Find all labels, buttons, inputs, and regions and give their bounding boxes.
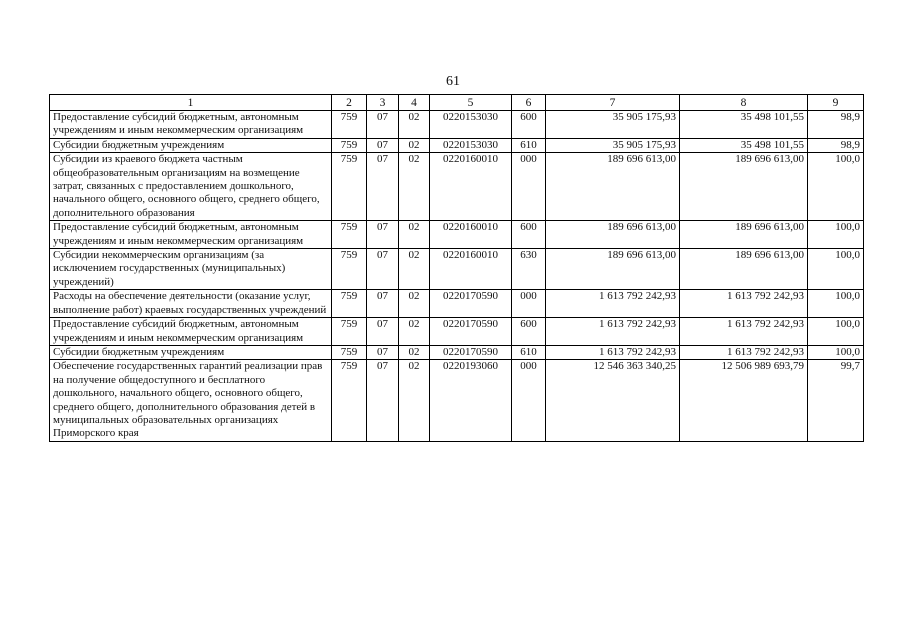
cell-code-6: 630 <box>512 249 546 290</box>
col-header-4: 4 <box>399 95 430 111</box>
cell-code-2: 759 <box>332 318 367 346</box>
cell-code-2: 759 <box>332 111 367 139</box>
row-name: Предоставление субсидий бюджетным, автономным учреждениям и иным некоммерческим организациям <box>50 111 332 139</box>
cell-amount-7: 189 696 613,00 <box>546 153 680 221</box>
cell-amount-8: 35 498 101,55 <box>680 111 808 139</box>
cell-amount-7: 189 696 613,00 <box>546 249 680 290</box>
row-name: Субсидии бюджетным учреждениям <box>50 345 332 359</box>
cell-amount-8: 189 696 613,00 <box>680 153 808 221</box>
budget-table <box>49 94 864 442</box>
col-header-1: 1 <box>50 95 332 111</box>
cell-amount-8: 1 613 792 242,93 <box>680 290 808 318</box>
cell-code-6: 600 <box>512 221 546 249</box>
cell-code-3: 07 <box>367 290 399 318</box>
cell-code-6: 600 <box>512 318 546 346</box>
cell-percent-9: 98,9 <box>808 111 864 139</box>
cell-code-2: 759 <box>332 138 367 152</box>
table-row <box>50 221 864 249</box>
cell-amount-8: 1 613 792 242,93 <box>680 318 808 346</box>
col-header-2: 2 <box>332 95 367 111</box>
cell-code-3: 07 <box>367 249 399 290</box>
cell-code-4: 02 <box>399 318 430 346</box>
row-name: Субсидии из краевого бюджета частным общеобразовательным организациям на возмещение затрат, связанных с предоставлением дошкольного, начального общего, основного общего, среднего общего, дополнительного образования <box>50 153 332 221</box>
cell-code-5: 0220160010 <box>430 153 512 221</box>
cell-code-3: 07 <box>367 221 399 249</box>
cell-amount-8: 1 613 792 242,93 <box>680 345 808 359</box>
cell-code-5: 0220153030 <box>430 111 512 139</box>
cell-amount-7: 1 613 792 242,93 <box>546 290 680 318</box>
row-name: Расходы на обеспечение деятельности (оказание услуг, выполнение работ) краевых государственных учреждений <box>50 290 332 318</box>
cell-percent-9: 100,0 <box>808 249 864 290</box>
cell-percent-9: 100,0 <box>808 221 864 249</box>
table-row <box>50 138 864 152</box>
col-header-9: 9 <box>808 95 864 111</box>
cell-code-5: 0220160010 <box>430 221 512 249</box>
cell-code-6: 000 <box>512 153 546 221</box>
col-header-3: 3 <box>367 95 399 111</box>
table-row <box>50 153 864 221</box>
cell-amount-7: 35 905 175,93 <box>546 138 680 152</box>
col-header-6: 6 <box>512 95 546 111</box>
col-header-5: 5 <box>430 95 512 111</box>
cell-code-5: 0220153030 <box>430 138 512 152</box>
cell-code-4: 02 <box>399 249 430 290</box>
row-name: Обеспечение государственных гарантий реализации прав на получение общедоступного и бесплатного дошкольного, начального общего, основного общего, среднего общего, дополнительного образования детей в муниципальных образовательных организациях Приморского края <box>50 360 332 441</box>
cell-code-2: 759 <box>332 221 367 249</box>
cell-code-4: 02 <box>399 153 430 221</box>
cell-code-5: 0220170590 <box>430 318 512 346</box>
cell-code-2: 759 <box>332 360 367 441</box>
cell-code-6: 600 <box>512 111 546 139</box>
cell-code-5: 0220193060 <box>430 360 512 441</box>
row-name: Субсидии некоммерческим организациям (за исключением государственных (муниципальных) учреждений) <box>50 249 332 290</box>
table-row <box>50 318 864 346</box>
cell-percent-9: 100,0 <box>808 290 864 318</box>
cell-code-2: 759 <box>332 290 367 318</box>
cell-code-2: 759 <box>332 345 367 359</box>
cell-amount-7: 35 905 175,93 <box>546 111 680 139</box>
cell-code-6: 610 <box>512 345 546 359</box>
cell-code-3: 07 <box>367 360 399 441</box>
cell-code-6: 610 <box>512 138 546 152</box>
row-name: Предоставление субсидий бюджетным, автономным учреждениям и иным некоммерческим организациям <box>50 318 332 346</box>
cell-amount-7: 189 696 613,00 <box>546 221 680 249</box>
cell-percent-9: 99,7 <box>808 360 864 441</box>
cell-code-4: 02 <box>399 221 430 249</box>
cell-code-4: 02 <box>399 111 430 139</box>
cell-code-2: 759 <box>332 153 367 221</box>
cell-amount-7: 1 613 792 242,93 <box>546 345 680 359</box>
cell-amount-7: 12 546 363 340,25 <box>546 360 680 441</box>
page-number: 61 <box>446 74 460 89</box>
cell-percent-9: 100,0 <box>808 345 864 359</box>
col-header-8: 8 <box>680 95 808 111</box>
cell-amount-8: 35 498 101,55 <box>680 138 808 152</box>
header-row <box>50 95 864 111</box>
cell-amount-8: 12 506 989 693,79 <box>680 360 808 441</box>
cell-code-6: 000 <box>512 360 546 441</box>
cell-code-3: 07 <box>367 318 399 346</box>
cell-code-3: 07 <box>367 111 399 139</box>
cell-code-4: 02 <box>399 345 430 359</box>
cell-amount-7: 1 613 792 242,93 <box>546 318 680 346</box>
cell-code-4: 02 <box>399 360 430 441</box>
cell-code-6: 000 <box>512 290 546 318</box>
cell-percent-9: 100,0 <box>808 318 864 346</box>
cell-code-5: 0220170590 <box>430 290 512 318</box>
cell-code-5: 0220160010 <box>430 249 512 290</box>
cell-code-4: 02 <box>399 138 430 152</box>
cell-code-3: 07 <box>367 153 399 221</box>
row-name: Субсидии бюджетным учреждениям <box>50 138 332 152</box>
cell-amount-8: 189 696 613,00 <box>680 249 808 290</box>
table-row <box>50 290 864 318</box>
row-name: Предоставление субсидий бюджетным, автономным учреждениям и иным некоммерческим организациям <box>50 221 332 249</box>
cell-code-3: 07 <box>367 138 399 152</box>
cell-percent-9: 98,9 <box>808 138 864 152</box>
cell-code-5: 0220170590 <box>430 345 512 359</box>
cell-code-3: 07 <box>367 345 399 359</box>
cell-code-4: 02 <box>399 290 430 318</box>
table-row <box>50 249 864 290</box>
cell-amount-8: 189 696 613,00 <box>680 221 808 249</box>
table-row <box>50 345 864 359</box>
table-row <box>50 360 864 441</box>
col-header-7: 7 <box>546 95 680 111</box>
cell-code-2: 759 <box>332 249 367 290</box>
cell-percent-9: 100,0 <box>808 153 864 221</box>
table-row <box>50 111 864 139</box>
